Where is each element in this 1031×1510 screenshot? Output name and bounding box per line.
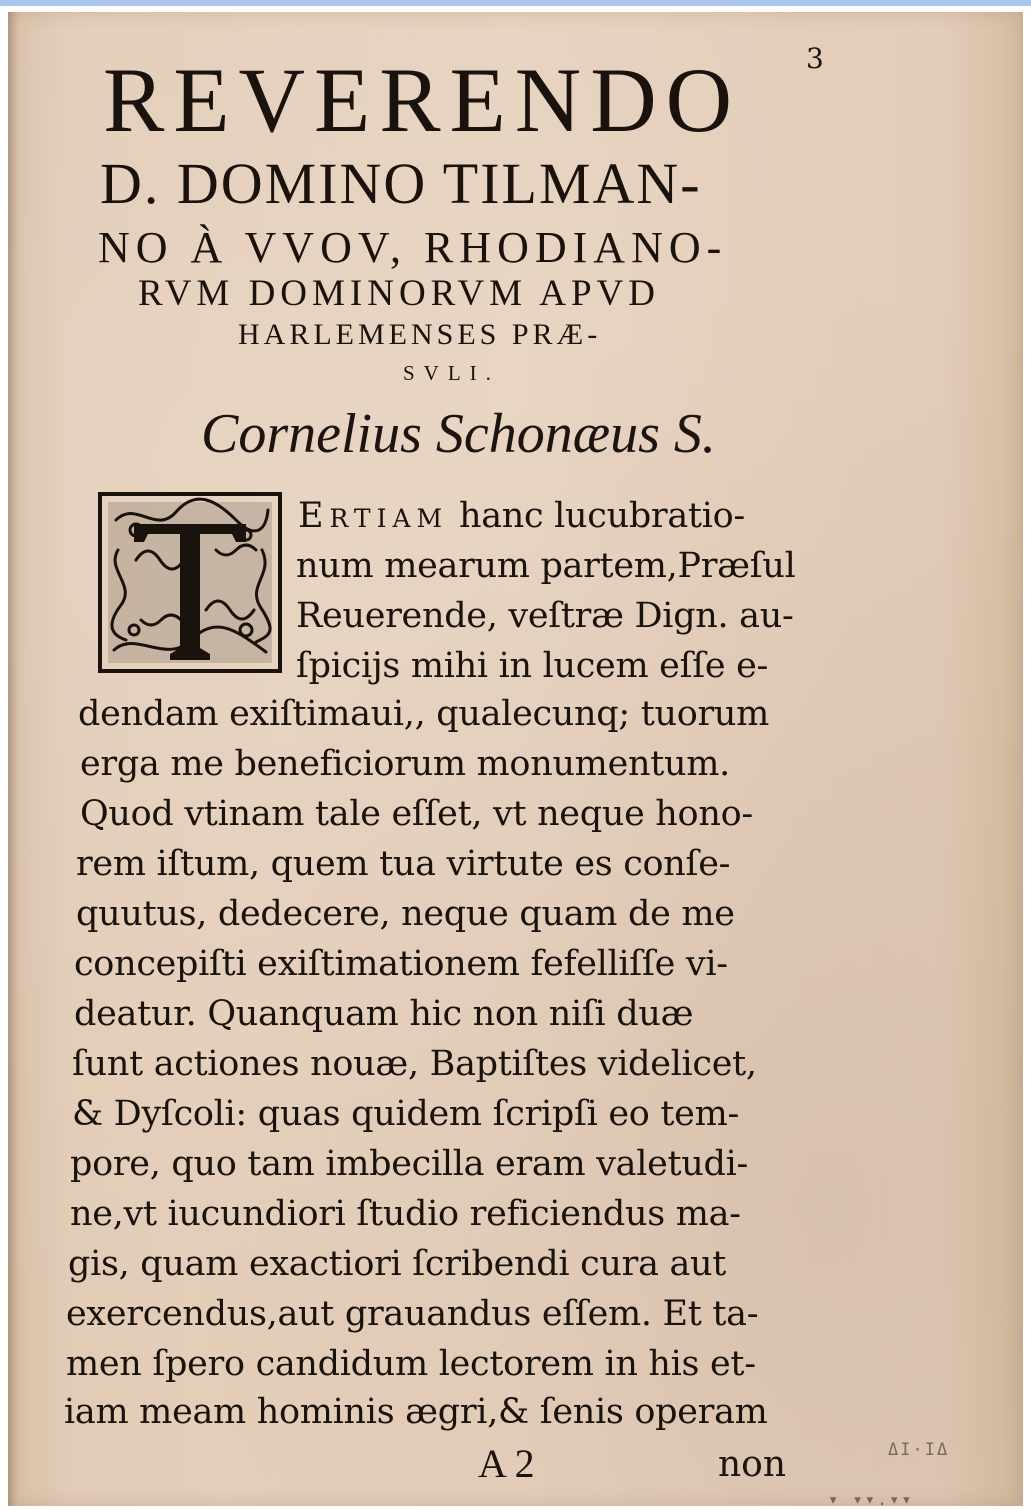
- folio-number: 3: [806, 42, 824, 75]
- title-line-3: NO À VVOV, RHODIANO-: [98, 223, 728, 272]
- body-line-18: men ſpero candidum lectorem in his et-: [66, 1344, 756, 1384]
- body-line-12: ſunt actiones nouæ, Baptiſtes videlicet,: [72, 1044, 757, 1084]
- body-line-4: ſpicijs mihi in lucem eſſe e-: [296, 646, 769, 686]
- body-line-5: dendam exiſtimaui,, qualecunq; tuorum: [78, 694, 770, 734]
- body-line-19: iam meam hominis ægri,& ſenis operam: [64, 1392, 768, 1432]
- body-line-6: erga me beneficiorum monumentum.: [80, 744, 730, 784]
- body-line-9: quutus, dedecere, neque quam de me: [76, 894, 735, 934]
- title-line-4: RVM DOMINORVM APVD: [138, 273, 660, 314]
- title-line-2: D. DOMINO TILMAN-: [100, 151, 702, 216]
- bleed-through-text-b: ▾ ▾▾.▾▾: [828, 1490, 914, 1506]
- body-line-11: deatur. Quanquam hic non niſi duæ: [74, 994, 694, 1034]
- opening-smallcaps: Ertiam: [298, 496, 449, 536]
- title-line-5: HARLEMENSES PRÆ-: [238, 318, 602, 351]
- body-line-8: rem iſtum, quem tua virtute es conſe-: [76, 844, 731, 884]
- body-line-17: exercendus,aut grauandus eſſem. Et ta-: [66, 1294, 759, 1334]
- body-line-3: Reuerende, veſtræ Dign. au-: [296, 596, 794, 636]
- body-line-16: gis, quam exactiori ſcribendi cura aut: [68, 1244, 727, 1284]
- catchword: non: [718, 1444, 787, 1485]
- signature-mark: A 2: [478, 1441, 535, 1486]
- title-line-1: REVERENDO: [103, 49, 742, 151]
- body-line-10: concepiſti exiſtimationem fefelliſſe vi-: [74, 944, 728, 984]
- salutation: Cornelius Schonæus S.: [201, 403, 716, 465]
- body-line-13: & Dyſcoli: quas quidem ſcripſi eo tem-: [72, 1094, 739, 1134]
- decorated-initial-icon: [96, 490, 284, 675]
- body-line-15: ne,vt iucundiori ſtudio reficiendus ma-: [70, 1194, 741, 1234]
- body-line-1-rest: hanc lucubratio-: [448, 496, 745, 536]
- body-line-14: pore, quo tam imbecilla eram valetudi-: [70, 1144, 749, 1184]
- title-line-6: SVLI.: [403, 361, 500, 385]
- body-line-2: num mearum partem,Præſul: [296, 546, 796, 586]
- bleed-through-text-a: ΔΙ·ΙΔ: [888, 1440, 950, 1460]
- body-line-7: Quod vtinam tale eſſet, vt neque hono-: [80, 794, 753, 834]
- book-page: [8, 12, 1023, 1506]
- body-line-1: [298, 494, 745, 538]
